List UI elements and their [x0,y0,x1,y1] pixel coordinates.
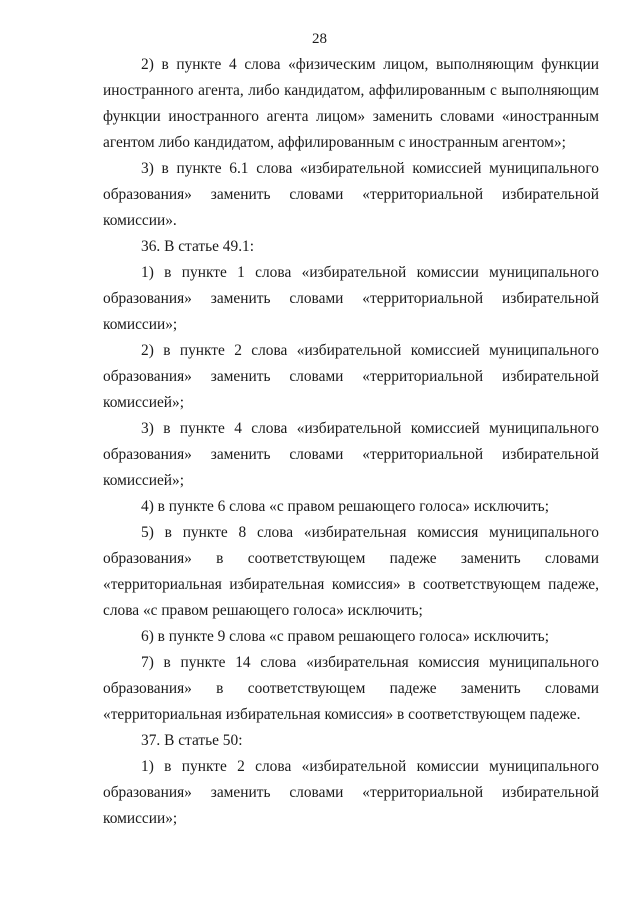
text-line: иностранного агента, либо кандидатом, аффилированным с выполняющим [103,82,599,99]
text-line: функции иностранного агента лицом» заменить словами «иностранным [103,108,599,125]
text-line: 36. В статье 49.1: [141,238,255,255]
document-body [103,52,599,832]
text-line: слова «с правом решающего голоса» исключить; [103,602,423,619]
text-line: образования» в соответствующем падеже заменить словами [103,680,599,697]
paragraph [103,234,599,260]
paragraph [103,260,599,338]
paragraph [103,650,599,728]
text-line: «территориальная избирательная комиссия» в соответствующем падеже. [103,706,581,723]
text-line: «территориальная избирательная комиссия» в соответствующем падеже, [103,576,599,593]
paragraph [103,494,599,520]
text-line: комиссией»; [103,472,185,489]
paragraph [103,624,599,650]
text-line: комиссии». [103,212,177,229]
paragraph [103,416,599,494]
text-line: 2) в пункте 4 слова «физическим лицом, выполняющим функции [141,56,599,73]
paragraph [103,52,599,156]
text-line: 5) в пункте 8 слова «избирательная комиссия муниципального [141,524,599,541]
paragraph [103,728,599,754]
text-line: 3) в пункте 4 слова «избирательной комиссией муниципального [141,420,599,437]
text-line: образования» заменить словами «территориальной избирательной [103,368,599,385]
text-line: образования» заменить словами «территориальной избирательной [103,784,599,801]
text-line: комиссии»; [103,316,178,333]
text-line: 1) в пункте 2 слова «избирательной комиссии муниципального [141,758,599,775]
text-line: образования» заменить словами «территориальной избирательной [103,186,599,203]
text-line: 1) в пункте 1 слова «избирательной комиссии муниципального [141,264,599,281]
text-line: образования» заменить словами «территориальной избирательной [103,290,599,307]
text-line: агентом либо кандидатом, аффилированным с иностранным агентом»; [103,134,566,151]
paragraph [103,520,599,624]
text-line: 2) в пункте 2 слова «избирательной комиссией муниципального [141,342,599,359]
paragraph [103,338,599,416]
page-number: 28 [312,31,327,47]
text-line: 7) в пункте 14 слова «избирательная комиссия муниципального [141,654,599,671]
text-line: образования» в соответствующем падеже заменить словами [103,550,599,567]
text-line: 37. В статье 50: [141,732,243,749]
text-line: комиссии»; [103,810,178,827]
text-line: образования» заменить словами «территориальной избирательной [103,446,599,463]
text-line: 3) в пункте 6.1 слова «избирательной комиссией муниципального [141,160,599,177]
paragraph [103,156,599,234]
text-line: 4) в пункте 6 слова «с правом решающего голоса» исключить; [141,498,549,515]
paragraph [103,754,599,832]
text-line: 6) в пункте 9 слова «с правом решающего голоса» исключить; [141,628,549,645]
text-line: комиссией»; [103,394,185,411]
